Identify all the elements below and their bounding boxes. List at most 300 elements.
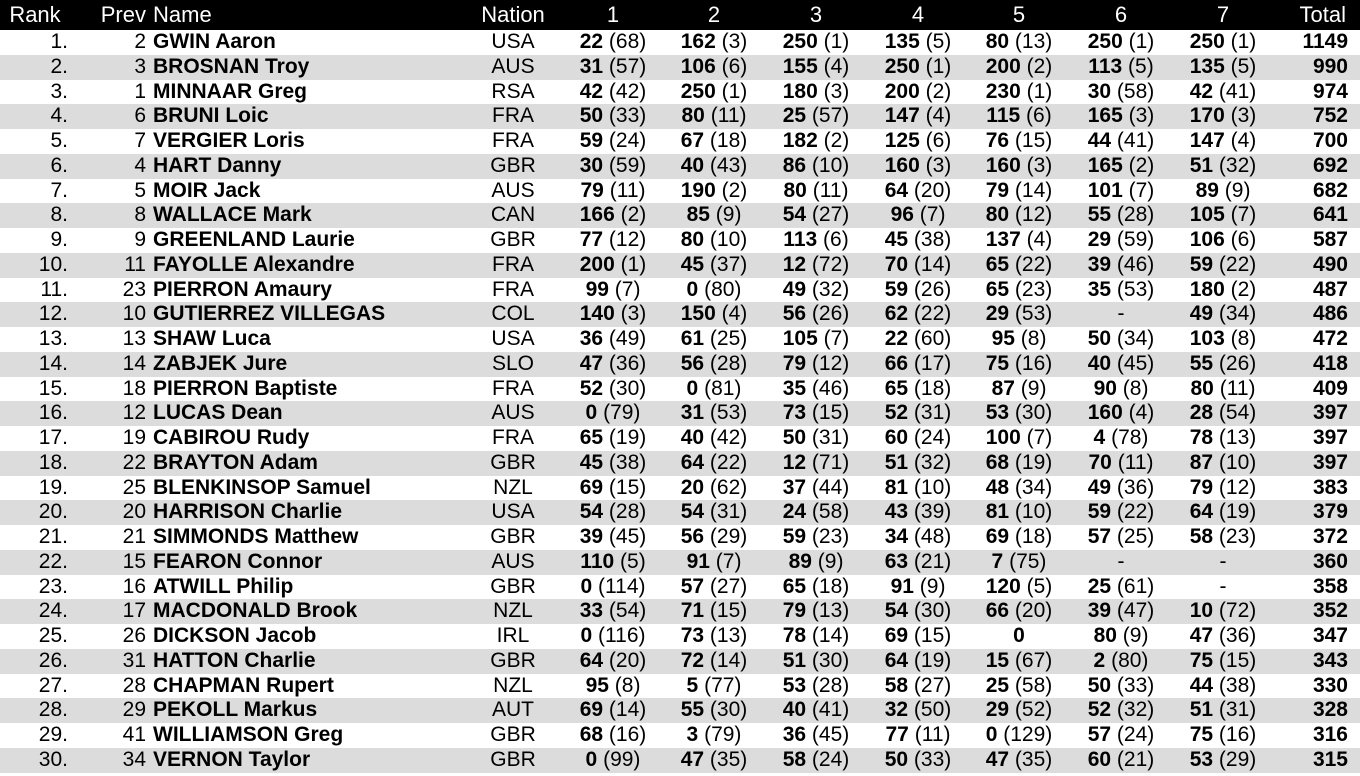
- prev-rank-cell: 15: [122, 549, 146, 573]
- round-placing: (45): [1116, 351, 1155, 375]
- round-points: 49: [1189, 302, 1214, 326]
- round-5-cell: [966, 500, 1072, 525]
- round-placing: (45): [811, 723, 850, 746]
- round-5-cell: [966, 550, 1072, 575]
- round-placing: (53): [709, 401, 748, 425]
- round-points: 165: [1087, 153, 1123, 177]
- round-placing: (41): [811, 698, 850, 722]
- round-points: 230: [985, 79, 1021, 103]
- round-placing: (3): [721, 30, 748, 53]
- round-3-cell: [763, 352, 869, 377]
- round-placing: (61): [1116, 574, 1155, 598]
- round-points: 73: [680, 624, 705, 647]
- round-4-cell: [865, 104, 971, 129]
- round-placing: (79): [704, 723, 742, 746]
- round-points: 65: [579, 426, 604, 449]
- round-placing: (22): [1218, 252, 1257, 276]
- round-points: 0: [585, 747, 598, 771]
- round-4-cell: [865, 377, 971, 402]
- round-points: 78: [1189, 426, 1214, 449]
- round-1-cell: [560, 624, 666, 649]
- rider-name-cell: MINNAAR Greg: [153, 79, 308, 103]
- round-7-cell: [1170, 550, 1276, 575]
- round-3-cell: [763, 476, 869, 501]
- round-points: 56: [680, 351, 705, 375]
- round-placing: (49): [608, 327, 647, 350]
- round-points: 60: [1087, 747, 1112, 771]
- rider-name-cell: GWIN Aaron: [153, 30, 276, 53]
- round-points: 0: [585, 401, 598, 425]
- total-cell: 487: [1312, 277, 1348, 301]
- round-placing: (9): [715, 203, 742, 227]
- header-round-2: 2: [707, 2, 721, 27]
- prev-rank-cell: 14: [122, 351, 146, 375]
- round-7-cell: [1170, 327, 1276, 352]
- round-placing: (26): [811, 302, 850, 326]
- prev-rank-cell: 12: [122, 401, 146, 425]
- prev-rank-cell: 16: [122, 574, 146, 598]
- round-points: 140: [579, 302, 615, 326]
- total-cell: 641: [1312, 203, 1348, 227]
- round-2-cell: [661, 203, 767, 228]
- rank-cell: 14.: [38, 351, 68, 375]
- round-5-cell: [966, 278, 1072, 303]
- rider-name-cell: FEARON Connor: [153, 549, 323, 573]
- round-placing: (28): [1116, 203, 1155, 227]
- round-placing: (4): [925, 104, 952, 128]
- round-placing: (58): [1116, 79, 1155, 103]
- round-points: 137: [985, 228, 1021, 251]
- round-points: 47: [680, 747, 705, 771]
- round-points: 64: [579, 648, 604, 672]
- round-placing: (7): [823, 327, 850, 350]
- round-points: 77: [885, 723, 909, 746]
- total-cell: 752: [1312, 104, 1348, 128]
- rider-name-cell: PIERRON Amaury: [153, 277, 332, 301]
- round-placing: (28): [709, 351, 748, 375]
- round-points: 40: [1087, 351, 1112, 375]
- round-points: 60: [884, 426, 909, 449]
- table-row: [0, 253, 1360, 278]
- round-points: 24: [782, 500, 807, 524]
- round-points: 55: [1189, 351, 1214, 375]
- round-points: 80: [680, 228, 705, 251]
- round-placing: (4): [1026, 228, 1053, 251]
- table-row: [0, 426, 1360, 451]
- round-points: 48: [985, 475, 1010, 499]
- rider-name-cell: GREENLAND Laurie: [153, 228, 355, 251]
- header-round-5: 5: [1012, 2, 1026, 27]
- round-points: 69: [579, 475, 604, 499]
- round-points: 150: [680, 302, 716, 326]
- round-6-cell: [1068, 649, 1174, 674]
- round-points: 0: [580, 624, 593, 647]
- round-placing: (6): [823, 228, 849, 251]
- table-row: [0, 649, 1360, 674]
- round-placing: (53): [1014, 302, 1053, 326]
- round-points: 50: [884, 747, 909, 771]
- round-points: 33: [579, 599, 604, 623]
- round-placing: (45): [608, 525, 647, 548]
- round-points: 180: [1189, 277, 1225, 301]
- round-4-cell: [865, 179, 971, 204]
- rider-name-cell: BRAYTON Adam: [153, 450, 318, 474]
- round-points: 45: [884, 228, 909, 251]
- header-name: Name: [153, 2, 212, 27]
- round-4-cell: [865, 550, 971, 575]
- round-points: 75: [1189, 648, 1214, 672]
- round-placing: (34): [1218, 302, 1257, 326]
- round-points: 42: [1189, 79, 1214, 103]
- round-1-cell: [560, 327, 666, 352]
- round-placing: (57): [811, 104, 850, 128]
- round-4-cell: [865, 426, 971, 451]
- rider-name-cell: DICKSON Jacob: [153, 624, 317, 647]
- round-points: 106: [1189, 228, 1225, 251]
- round-points: 10: [1189, 599, 1214, 623]
- round-6-cell: [1068, 179, 1174, 204]
- round-2-cell: [661, 748, 767, 773]
- round-5-cell: [966, 599, 1072, 624]
- round-placing: (116): [598, 624, 646, 647]
- round-6-cell: [1068, 377, 1174, 402]
- round-points: 7: [991, 549, 1004, 573]
- round-5-cell: [966, 253, 1072, 278]
- nation-cell: USA: [491, 327, 535, 350]
- round-points: 180: [782, 79, 818, 103]
- round-points: 0: [985, 723, 998, 746]
- round-placing: (18): [709, 129, 748, 152]
- round-points: 200: [985, 54, 1021, 78]
- round-1-cell: [560, 476, 666, 501]
- round-points: 44: [1087, 129, 1112, 152]
- round-points: 28: [1189, 401, 1214, 425]
- round-points: 75: [1189, 723, 1214, 746]
- round-placing: (6): [1026, 104, 1052, 128]
- round-3-cell: [763, 377, 869, 402]
- round-4-cell: [865, 451, 971, 476]
- round-placing: (2): [823, 129, 850, 152]
- round-points: 79: [782, 599, 807, 623]
- round-placing: (42): [709, 426, 748, 449]
- round-placing: (7): [715, 549, 742, 573]
- round-3-cell: [763, 674, 869, 699]
- round-placing: (14): [811, 624, 850, 647]
- round-1-cell: [560, 55, 666, 80]
- round-2-cell: [661, 352, 767, 377]
- prev-rank-cell: 28: [122, 673, 146, 697]
- round-5-cell: [966, 377, 1072, 402]
- round-6-cell: [1068, 352, 1174, 377]
- prev-rank-cell: 1: [134, 79, 146, 103]
- round-5-cell: [966, 674, 1072, 699]
- rider-name-cell: BROSNAN Troy: [153, 54, 310, 78]
- round-points: 81: [985, 500, 1010, 524]
- round-6-cell: [1068, 104, 1174, 129]
- round-points: 78: [782, 624, 807, 647]
- round-1-cell: [560, 228, 666, 253]
- nation-cell: USA: [491, 30, 535, 53]
- round-points: 56: [782, 302, 807, 326]
- round-points: 36: [782, 723, 807, 746]
- round-points: 155: [782, 54, 818, 78]
- total-cell: 1149: [1302, 30, 1348, 53]
- round-points: 51: [782, 648, 807, 672]
- rank-cell: 16.: [38, 401, 68, 425]
- round-placing: (41): [1218, 79, 1257, 103]
- rank-cell: 22.: [38, 549, 68, 573]
- round-points: 31: [579, 54, 604, 78]
- round-3-cell: [763, 401, 869, 426]
- prev-rank-cell: 31: [122, 648, 146, 672]
- round-placing: (62): [709, 475, 748, 499]
- total-cell: 974: [1312, 79, 1348, 103]
- round-placing: (23): [1218, 525, 1257, 548]
- round-placing: (57): [608, 54, 647, 78]
- round-4-cell: [865, 352, 971, 377]
- rank-cell: 20.: [38, 500, 68, 524]
- round-points: 250: [680, 79, 716, 103]
- round-7-cell: [1170, 748, 1276, 773]
- total-cell: 316: [1312, 723, 1348, 746]
- round-3-cell: [763, 698, 869, 723]
- nation-cell: FRA: [492, 277, 534, 301]
- round-points: 47: [985, 747, 1010, 771]
- round-1-cell: [560, 104, 666, 129]
- round-2-cell: [661, 698, 767, 723]
- round-4-cell: [865, 649, 971, 674]
- rank-cell: 6.: [50, 153, 68, 177]
- round-6-cell: [1068, 624, 1174, 649]
- round-points: 20: [680, 475, 705, 499]
- round-3-cell: [763, 451, 869, 476]
- round-placing: (44): [811, 475, 850, 499]
- round-3-cell: [763, 203, 869, 228]
- round-points: 57: [1087, 723, 1112, 746]
- round-placing: (13): [1014, 30, 1053, 53]
- round-placing: (20): [1014, 599, 1053, 623]
- rider-name-cell: CABIROU Rudy: [153, 426, 310, 449]
- round-placing: (1): [721, 79, 748, 103]
- table-row: [0, 302, 1360, 327]
- round-points: 250: [1189, 30, 1225, 53]
- round-points: 49: [1087, 475, 1112, 499]
- round-points: 80: [985, 30, 1010, 53]
- table-row: [0, 179, 1360, 204]
- round-points: 57: [1087, 525, 1112, 548]
- round-points: 59: [884, 277, 909, 301]
- round-6-cell: [1068, 327, 1174, 352]
- round-placing: (37): [709, 252, 748, 276]
- round-1-cell: [560, 525, 666, 550]
- total-cell: 352: [1312, 599, 1348, 623]
- rank-cell: 5.: [50, 129, 68, 152]
- round-1-cell: [560, 253, 666, 278]
- round-placing: (14): [709, 648, 748, 672]
- round-placing: (20): [608, 648, 647, 672]
- round-placing: (79): [603, 401, 641, 425]
- round-placing: (14): [913, 252, 952, 276]
- round-points: 64: [680, 450, 705, 474]
- round-1-cell: [560, 154, 666, 179]
- round-placing: (43): [709, 153, 748, 177]
- round-points: 79: [782, 351, 807, 375]
- table-row: [0, 278, 1360, 303]
- round-placing: (59): [608, 153, 647, 177]
- round-5-cell: [966, 575, 1072, 600]
- round-placing: (29): [1218, 747, 1257, 771]
- round-4-cell: [865, 599, 971, 624]
- round-placing: (2): [721, 178, 748, 202]
- round-placing: (68): [608, 30, 647, 53]
- round-placing: (16): [608, 723, 647, 746]
- round-points: 35: [782, 376, 807, 400]
- round-points: 66: [884, 351, 909, 375]
- rider-name-cell: WILLIAMSON Greg: [153, 723, 344, 746]
- prev-rank-cell: 20: [122, 500, 146, 524]
- nation-cell: FRA: [492, 376, 534, 400]
- round-placing: (27): [811, 203, 850, 227]
- round-4-cell: [865, 327, 971, 352]
- round-points: 52: [1087, 698, 1112, 722]
- round-5-cell: [966, 723, 1072, 748]
- round-placing: (1): [1128, 30, 1155, 53]
- round-placing: (12): [1218, 475, 1257, 499]
- round-placing: (34): [1116, 327, 1155, 350]
- round-2-cell: [661, 624, 767, 649]
- nation-cell: FRA: [492, 129, 534, 152]
- round-points: 58: [1189, 525, 1214, 548]
- nation-cell: GBR: [490, 228, 536, 251]
- round-3-cell: [763, 179, 869, 204]
- round-1-cell: [560, 179, 666, 204]
- round-1-cell: [560, 426, 666, 451]
- prev-rank-cell: 17: [122, 599, 146, 623]
- round-points: 39: [1087, 599, 1112, 623]
- round-points: 87: [1189, 450, 1214, 474]
- round-placing: (11): [1117, 450, 1154, 474]
- round-placing: (14): [608, 698, 647, 722]
- rider-name-cell: CHAPMAN Rupert: [153, 673, 334, 697]
- round-3-cell: [763, 278, 869, 303]
- round-points: 53: [1189, 747, 1214, 771]
- round-placing: (33): [608, 104, 647, 128]
- table-row: [0, 476, 1360, 501]
- nation-cell: NZL: [493, 475, 533, 499]
- round-4-cell: [865, 302, 971, 327]
- round-points: 59: [579, 129, 604, 152]
- round-placing: (1): [1026, 79, 1053, 103]
- round-placing: (52): [1014, 698, 1053, 722]
- round-5-cell: [966, 203, 1072, 228]
- round-placing: (80): [704, 277, 742, 301]
- round-placing: (4): [721, 302, 748, 326]
- round-6-cell: [1068, 525, 1174, 550]
- round-5-cell: [966, 154, 1072, 179]
- round-6-cell: [1068, 80, 1174, 105]
- round-2-cell: [661, 674, 767, 699]
- round-4-cell: [865, 55, 971, 80]
- round-6-cell: [1068, 30, 1174, 55]
- round-points: 50: [1087, 327, 1112, 350]
- table-row: [0, 327, 1360, 352]
- round-5-cell: [966, 352, 1072, 377]
- round-points: 51: [1189, 698, 1214, 722]
- round-1-cell: [560, 599, 666, 624]
- round-6-cell: [1068, 253, 1174, 278]
- rider-name-cell: MOIR Jack: [153, 178, 261, 202]
- rider-name-cell: LUCAS Dean: [153, 401, 283, 425]
- table-row: [0, 203, 1360, 228]
- round-placing: (80): [1111, 648, 1149, 672]
- round-placing: (9): [1020, 376, 1047, 400]
- round-placing: (23): [811, 525, 850, 548]
- round-7-cell: [1170, 401, 1276, 426]
- round-3-cell: [763, 104, 869, 129]
- round-points: 3: [686, 723, 699, 746]
- round-points: 57: [680, 574, 705, 598]
- prev-rank-cell: 2: [134, 30, 146, 53]
- prev-rank-cell: 7: [134, 129, 146, 152]
- round-placing: (9): [1122, 624, 1149, 647]
- round-3-cell: [763, 154, 869, 179]
- round-points: 51: [884, 450, 909, 474]
- round-placing: (9): [1224, 178, 1251, 202]
- round-4-cell: [865, 500, 971, 525]
- round-5-cell: [966, 649, 1072, 674]
- round-4-cell: [865, 80, 971, 105]
- round-2-cell: [661, 80, 767, 105]
- round-placing: (4): [823, 54, 850, 78]
- round-placing: (25): [1116, 525, 1155, 548]
- round-placing: -: [1219, 574, 1227, 598]
- round-placing: (15): [709, 599, 748, 623]
- round-points: 35: [1087, 277, 1112, 301]
- round-3-cell: [763, 302, 869, 327]
- round-4-cell: [865, 253, 971, 278]
- total-cell: 486: [1312, 302, 1348, 326]
- prev-rank-cell: 11: [124, 252, 146, 276]
- round-1-cell: [560, 203, 666, 228]
- round-placing: (10): [913, 475, 952, 499]
- round-placing: (10): [1218, 450, 1257, 474]
- nation-cell: SLO: [491, 351, 535, 375]
- round-points: 55: [1087, 203, 1112, 227]
- round-1-cell: [560, 80, 666, 105]
- prev-rank-cell: 25: [122, 475, 146, 499]
- table-row: [0, 104, 1360, 129]
- round-points: 68: [985, 450, 1010, 474]
- round-7-cell: [1170, 30, 1276, 55]
- round-points: 106: [680, 54, 716, 78]
- round-placing: (4): [1230, 129, 1257, 152]
- round-4-cell: [865, 30, 971, 55]
- round-placing: (9): [817, 549, 844, 573]
- round-points: 91: [890, 574, 914, 598]
- round-7-cell: [1170, 723, 1276, 748]
- table-row: [0, 550, 1360, 575]
- round-7-cell: [1170, 278, 1276, 303]
- round-7-cell: [1170, 674, 1276, 699]
- round-points: 49: [782, 277, 807, 301]
- round-placing: (72): [1218, 599, 1257, 623]
- round-points: 70: [884, 252, 909, 276]
- round-points: 91: [686, 549, 710, 573]
- rider-name-cell: VERNON Taylor: [153, 747, 311, 771]
- round-points: 71: [680, 599, 705, 623]
- round-placing: (33): [1116, 673, 1155, 697]
- round-placing: (36): [1116, 475, 1155, 499]
